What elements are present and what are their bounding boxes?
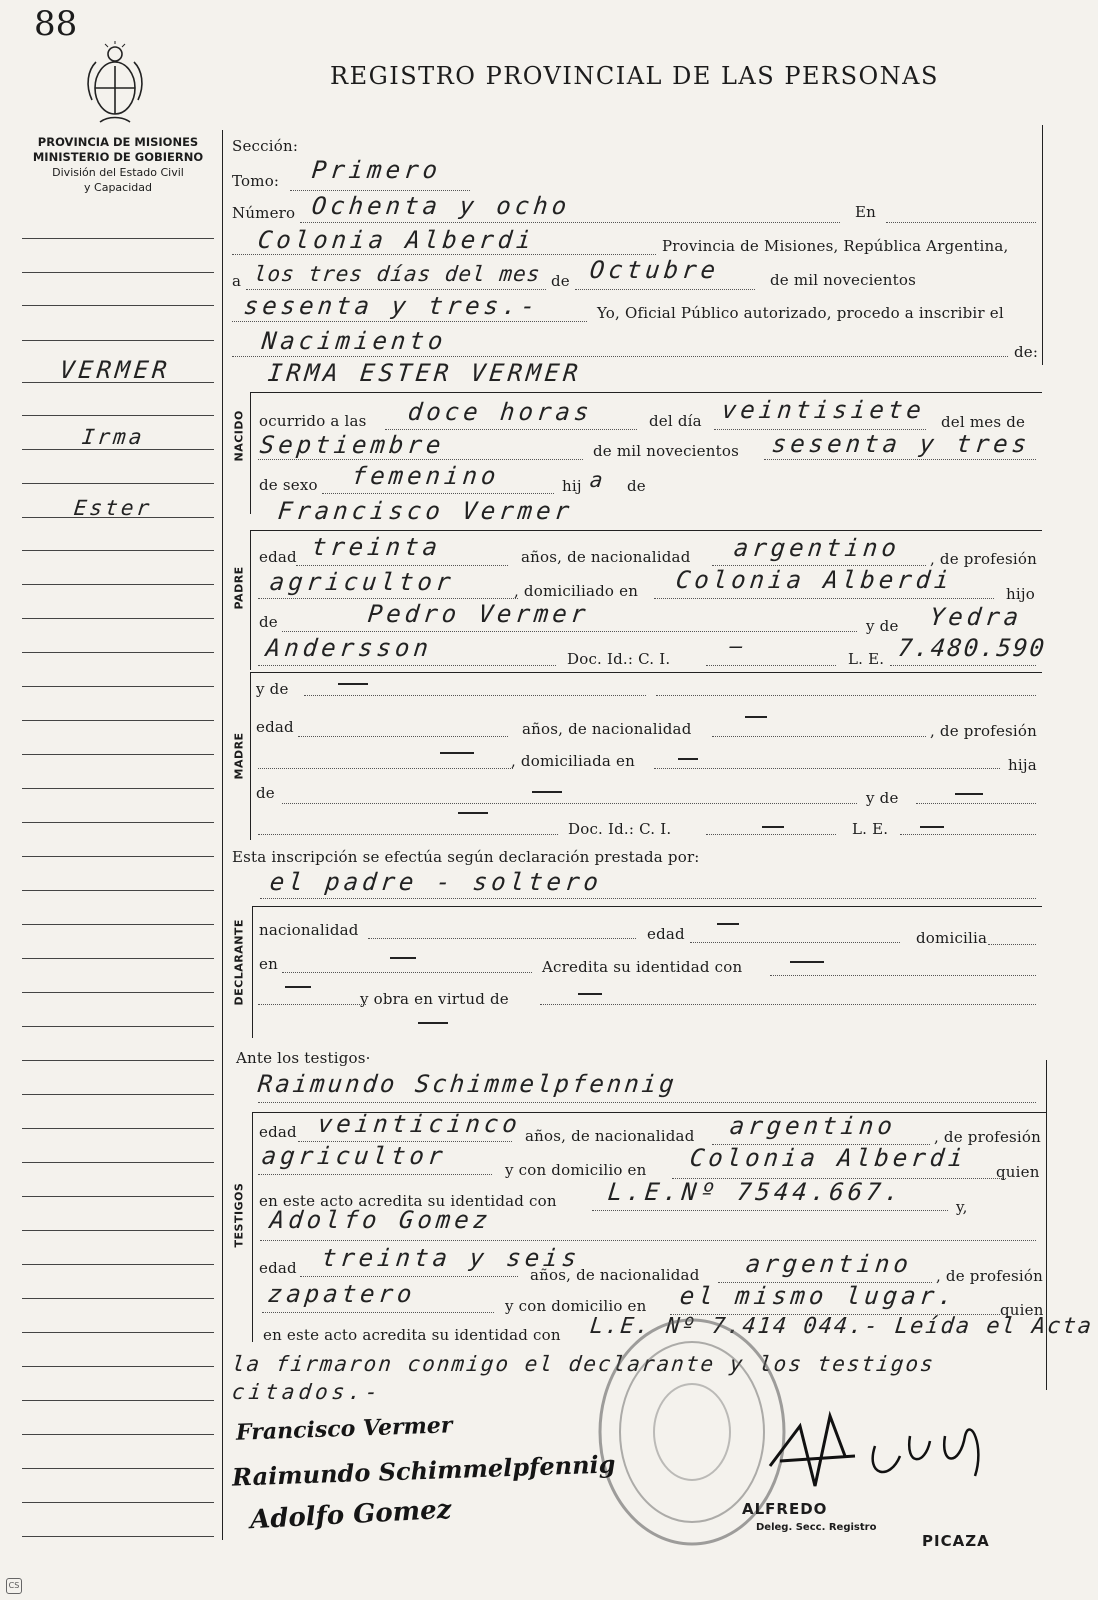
label-ante-testigos: Ante los testigos· bbox=[236, 1049, 371, 1067]
entry-padre-domicilio: Colonia Alberdi bbox=[674, 566, 955, 594]
dotted-rule bbox=[656, 695, 1036, 696]
label-en-este-acto-t1: en este acto acredita su identidad con bbox=[259, 1192, 557, 1210]
margin-line bbox=[22, 238, 214, 239]
dotted-rule bbox=[592, 1210, 948, 1211]
label-obra: y obra en virtud de bbox=[360, 990, 509, 1008]
label-y-de-madre: y de bbox=[256, 680, 289, 698]
dotted-rule bbox=[262, 1312, 494, 1313]
label-doc-id-madre: Doc. Id.: C. I. bbox=[568, 820, 672, 838]
label-inscripcion: Esta inscripción se efectúa según declaración prestada por: bbox=[232, 848, 700, 866]
section-rule bbox=[252, 1112, 253, 1342]
entry-numero: Ochenta y ocho bbox=[310, 192, 572, 220]
blank-dash bbox=[955, 793, 983, 795]
label-anos-nac-t1: años, de nacionalidad bbox=[525, 1127, 695, 1145]
dotted-rule bbox=[540, 1004, 1036, 1005]
entry-sexo: femenino bbox=[350, 462, 502, 490]
officer-role: Deleg. Secc. Registro bbox=[756, 1522, 877, 1533]
officer-name-1: ALFREDO bbox=[742, 1500, 828, 1518]
dotted-rule bbox=[712, 736, 926, 737]
label-le-padre: L. E. bbox=[848, 650, 885, 668]
dotted-rule bbox=[890, 665, 1036, 666]
label-de-2: de bbox=[627, 477, 646, 495]
entry-fecha-dia: los tres días del mes bbox=[252, 262, 542, 286]
frame-right-line-2 bbox=[1046, 1060, 1047, 1390]
label-quien-t1: quien bbox=[996, 1163, 1040, 1181]
blank-dash bbox=[532, 791, 562, 793]
margin-line bbox=[22, 1230, 214, 1231]
margin-line bbox=[22, 720, 214, 721]
officer-name-2: PICAZA bbox=[922, 1532, 990, 1550]
blank-dash bbox=[578, 993, 602, 995]
label-ocurrido: ocurrido a las bbox=[259, 412, 367, 430]
margin-line bbox=[22, 1434, 214, 1435]
label-domiciliado-en: , domiciliado en bbox=[514, 582, 639, 600]
dotted-rule bbox=[988, 944, 1036, 945]
margin-line bbox=[22, 550, 214, 551]
entry-dia: veintisiete bbox=[720, 396, 927, 424]
frame-left-line bbox=[222, 130, 223, 1540]
label-edad-t2: edad bbox=[259, 1259, 297, 1277]
label-de-profesion-t1: , de profesión bbox=[934, 1128, 1042, 1146]
margin-line bbox=[22, 992, 214, 993]
label-a: a bbox=[232, 272, 242, 290]
dotted-rule bbox=[290, 190, 470, 191]
margin-line bbox=[22, 1060, 214, 1061]
section-rule bbox=[252, 906, 253, 1038]
dotted-rule bbox=[385, 429, 637, 430]
coat-of-arms-icon bbox=[80, 40, 150, 130]
dotted-rule bbox=[368, 938, 636, 939]
signature-father: Francisco Vermer bbox=[235, 1412, 453, 1446]
label-de-profesion-madre: , de profesión bbox=[930, 722, 1038, 740]
dotted-rule bbox=[232, 356, 1008, 357]
entry-mes: Octubre bbox=[588, 256, 721, 284]
entry-padre-nombre: Francisco Vermer bbox=[276, 497, 575, 525]
label-de-profesion-padre: , de profesión bbox=[930, 550, 1038, 568]
entry-hij-suffix: a bbox=[588, 468, 604, 492]
label-de-mil-novecientos: de mil novecientos bbox=[770, 271, 916, 289]
institution-line3: División del Estado Civil bbox=[52, 166, 184, 179]
margin-line bbox=[22, 1332, 214, 1333]
dotted-rule bbox=[232, 321, 587, 322]
entry-anio: sesenta y tres.- bbox=[242, 292, 541, 320]
margin-line bbox=[22, 1400, 214, 1401]
entry-hora: doce horas bbox=[406, 398, 594, 426]
entry-t2-nacionalidad: argentino bbox=[744, 1250, 914, 1278]
side-label-madre: MADRE bbox=[232, 732, 246, 780]
label-anos-nac-madre: años, de nacionalidad bbox=[522, 720, 692, 738]
dotted-rule bbox=[690, 942, 900, 943]
label-de-4: de bbox=[256, 784, 275, 802]
blank-dash bbox=[717, 923, 739, 925]
frame-right-line bbox=[1042, 125, 1043, 365]
label-edad-madre: edad bbox=[256, 718, 294, 736]
margin-line bbox=[22, 1502, 214, 1503]
dotted-rule bbox=[258, 1174, 492, 1175]
signature-witness1: Raimundo Schimmelpfennig bbox=[231, 1449, 616, 1492]
label-y-comma: y, bbox=[956, 1198, 968, 1216]
dotted-rule bbox=[282, 972, 532, 973]
margin-line bbox=[22, 305, 214, 306]
dotted-rule bbox=[916, 803, 1036, 804]
label-anos-nac-t2: años, de nacionalidad bbox=[530, 1266, 700, 1284]
institution-line1: PROVINCIA DE MISIONES bbox=[37, 135, 199, 149]
entry-testigo1: Raimundo Schimmelpfennig bbox=[256, 1070, 679, 1098]
blank-dash bbox=[338, 683, 368, 685]
blank-dash bbox=[285, 986, 311, 988]
margin-line bbox=[22, 924, 214, 925]
label-tomo: Tomo: bbox=[232, 172, 280, 190]
side-label-declarante: DECLARANTE bbox=[232, 919, 246, 1006]
dotted-rule bbox=[258, 768, 513, 769]
margin-line bbox=[22, 788, 214, 789]
margin-line bbox=[22, 1026, 214, 1027]
label-doc-id-padre: Doc. Id.: C. I. bbox=[567, 650, 671, 668]
label-de-colon: de: bbox=[1014, 343, 1039, 361]
label-nacionalidad: nacionalidad bbox=[259, 921, 359, 939]
margin-note-surname: VERMER bbox=[58, 356, 173, 384]
label-de-profesion-t2: , de profesión bbox=[936, 1267, 1044, 1285]
section-rule bbox=[252, 906, 1042, 907]
entry-abuela-1: Yedra bbox=[928, 603, 1024, 631]
margin-line bbox=[22, 1128, 214, 1129]
label-domiciliada-en: , domiciliada en bbox=[511, 752, 635, 770]
label-del-mes-de: del mes de bbox=[941, 413, 1026, 431]
label-seccion: Sección: bbox=[232, 137, 299, 155]
dotted-rule bbox=[258, 1102, 1036, 1103]
dotted-rule bbox=[304, 695, 646, 696]
margin-line bbox=[22, 1264, 214, 1265]
margin-line bbox=[22, 1536, 214, 1537]
dotted-rule bbox=[258, 834, 558, 835]
dotted-rule bbox=[296, 565, 508, 566]
dotted-rule bbox=[706, 665, 836, 666]
margin-line bbox=[22, 1468, 214, 1469]
officer-signature-icon bbox=[760, 1396, 990, 1506]
dotted-rule bbox=[886, 222, 1036, 223]
institution-line2: MINISTERIO DE GOBIERNO bbox=[32, 150, 204, 164]
margin-line bbox=[22, 754, 214, 755]
dotted-rule bbox=[575, 289, 755, 290]
margin-note-firstname: Irma bbox=[80, 425, 146, 449]
label-en-declarante: en bbox=[259, 955, 278, 973]
margin-line bbox=[22, 652, 214, 653]
entry-lugar: Colonia Alberdi bbox=[256, 226, 537, 254]
label-y-con-domicilio-t2: y con domicilio en bbox=[505, 1297, 647, 1315]
side-label-testigos: TESTIGOS bbox=[232, 1182, 246, 1248]
dotted-rule bbox=[232, 254, 656, 255]
label-hija: hija bbox=[1008, 756, 1037, 774]
margin-line bbox=[22, 1094, 214, 1095]
entry-abuelo: Pedro Vermer bbox=[366, 600, 591, 628]
margin-line bbox=[22, 686, 214, 687]
margin-line bbox=[22, 415, 214, 416]
section-rule bbox=[250, 530, 1042, 531]
dotted-rule bbox=[770, 975, 1036, 976]
label-de-1: de bbox=[551, 272, 570, 290]
entry-padre-edad: treinta bbox=[310, 533, 443, 561]
entry-t1-identidad: L.E.Nº 7544.667. bbox=[606, 1178, 905, 1206]
margin-line bbox=[22, 340, 214, 341]
document-title: REGISTRO PROVINCIAL DE LAS PERSONAS bbox=[330, 62, 939, 90]
blank-dash bbox=[390, 957, 416, 959]
label-del-dia: del día bbox=[649, 412, 702, 430]
entry-acto: Nacimiento bbox=[260, 327, 448, 355]
dotted-rule bbox=[654, 598, 994, 599]
blank-dash bbox=[745, 716, 767, 718]
margin-note-middlename: Ester bbox=[72, 496, 154, 520]
label-domicilia: domicilia bbox=[916, 929, 988, 947]
entry-tomo: Primero bbox=[310, 156, 443, 184]
dotted-rule bbox=[654, 768, 1000, 769]
margin-line bbox=[22, 890, 214, 891]
entry-t1-edad: veinticinco bbox=[316, 1110, 523, 1138]
label-hij: hij bbox=[562, 477, 582, 495]
entry-t1-domicilio: Colonia Alberdi bbox=[688, 1144, 969, 1172]
margin-line bbox=[22, 618, 214, 619]
entry-nombre-completo: IRMA ESTER VERMER bbox=[266, 359, 584, 387]
dotted-rule bbox=[900, 834, 1036, 835]
entry-t1-profesion: agricultor bbox=[260, 1142, 448, 1170]
blank-dash bbox=[440, 752, 474, 754]
scanner-badge-text: CS bbox=[8, 1581, 20, 1590]
entry-abuela-2: Andersson bbox=[264, 634, 434, 662]
side-label-nacido: NACIDO bbox=[232, 410, 246, 462]
entry-anio-nacimiento: sesenta y tres bbox=[770, 430, 1032, 458]
dotted-rule bbox=[282, 803, 857, 804]
blank-dash bbox=[678, 758, 698, 760]
dotted-rule bbox=[258, 459, 583, 460]
label-de-sexo: de sexo bbox=[259, 476, 318, 494]
section-rule bbox=[250, 672, 251, 840]
blank-dash bbox=[790, 961, 824, 963]
dotted-rule bbox=[258, 598, 518, 599]
margin-line bbox=[22, 856, 214, 857]
dotted-rule bbox=[300, 222, 840, 223]
dotted-rule bbox=[260, 1240, 1036, 1241]
blank-dash bbox=[418, 1022, 448, 1024]
institution-block bbox=[18, 135, 218, 195]
entry-declarante: el padre - soltero bbox=[268, 868, 604, 896]
margin-line bbox=[22, 483, 214, 484]
margin-line bbox=[22, 1298, 214, 1299]
section-rule bbox=[250, 392, 251, 514]
label-de-mil-novecientos-2: de mil novecientos bbox=[593, 442, 739, 460]
label-quien-t2: quien bbox=[1000, 1301, 1044, 1319]
margin-line bbox=[22, 272, 214, 273]
institution-line4: y Capacidad bbox=[84, 181, 152, 194]
label-edad-padre: edad bbox=[259, 548, 297, 566]
dotted-rule bbox=[322, 493, 554, 494]
entry-t2-identidad: L.E. Nº 7.414 044.- Leída el Acta bbox=[588, 1314, 1095, 1339]
blank-dash bbox=[920, 826, 944, 828]
label-provincia: Provincia de Misiones, República Argentina, bbox=[662, 237, 1009, 255]
scanner-badge bbox=[6, 1578, 22, 1594]
dotted-rule bbox=[706, 834, 836, 835]
blank-dash bbox=[762, 826, 784, 828]
label-y-con-domicilio-t1: y con domicilio en bbox=[505, 1161, 647, 1179]
margin-line bbox=[22, 1196, 214, 1197]
label-en: En bbox=[855, 203, 877, 221]
label-edad-t1: edad bbox=[259, 1123, 297, 1141]
entry-mes-nacimiento: Septiembre bbox=[258, 431, 446, 459]
entry-t2-edad: treinta y seis bbox=[320, 1244, 582, 1272]
label-edad-declarante: edad bbox=[647, 925, 685, 943]
label-le-madre: L. E. bbox=[852, 820, 889, 838]
label-de-3: de bbox=[259, 613, 278, 631]
label-en-este-acto-t2: en este acto acredita su identidad con bbox=[263, 1326, 561, 1344]
entry-cierre-2: citados.- bbox=[230, 1380, 384, 1404]
entry-t1-nacionalidad: argentino bbox=[728, 1112, 898, 1140]
blank-dash bbox=[458, 812, 488, 814]
entry-testigo2: Adolfo Gomez bbox=[268, 1206, 493, 1234]
margin-line bbox=[22, 1162, 214, 1163]
label-acredita: Acredita su identidad con bbox=[542, 958, 743, 976]
dotted-rule bbox=[764, 459, 1036, 460]
label-hijo: hijo bbox=[1006, 585, 1035, 603]
dotted-rule bbox=[258, 1004, 366, 1005]
label-y-de-abuela: y de bbox=[866, 617, 899, 635]
margin-line bbox=[22, 449, 214, 450]
margin-line bbox=[22, 1366, 214, 1367]
page-number: 88 bbox=[34, 4, 78, 44]
dotted-rule bbox=[282, 631, 857, 632]
signature-witness2: Adolfo Gomez bbox=[249, 1494, 453, 1536]
side-label-padre: PADRE bbox=[232, 566, 246, 610]
entry-padre-profesion: agricultor bbox=[268, 568, 456, 596]
label-numero: Número bbox=[232, 204, 296, 222]
entry-t2-profesion: zapatero bbox=[266, 1280, 418, 1308]
entry-padre-nacionalidad: argentino bbox=[732, 534, 902, 562]
dotted-rule bbox=[246, 289, 546, 290]
section-rule bbox=[250, 392, 1042, 393]
margin-line bbox=[22, 584, 214, 585]
margin-line bbox=[22, 822, 214, 823]
entry-cierre-1: la firmaron conmigo el declarante y los testigos bbox=[230, 1352, 937, 1376]
entry-t2-domicilio: el mismo lugar. bbox=[678, 1282, 959, 1310]
dotted-rule bbox=[300, 1276, 518, 1277]
label-y-de-2: y de bbox=[866, 789, 899, 807]
margin-line bbox=[22, 958, 214, 959]
section-rule bbox=[250, 672, 1042, 673]
label-anos-nac-padre: años, de nacionalidad bbox=[521, 548, 691, 566]
label-yo-oficial: Yo, Oficial Público autorizado, procedo a inscribir el bbox=[597, 304, 1004, 322]
entry-le-padre: 7.480.590 bbox=[896, 634, 1048, 662]
dotted-rule bbox=[298, 736, 508, 737]
section-rule bbox=[250, 530, 251, 670]
dotted-rule bbox=[258, 665, 556, 666]
dotted-rule bbox=[260, 898, 1036, 899]
entry-ci-padre: — bbox=[728, 634, 747, 658]
